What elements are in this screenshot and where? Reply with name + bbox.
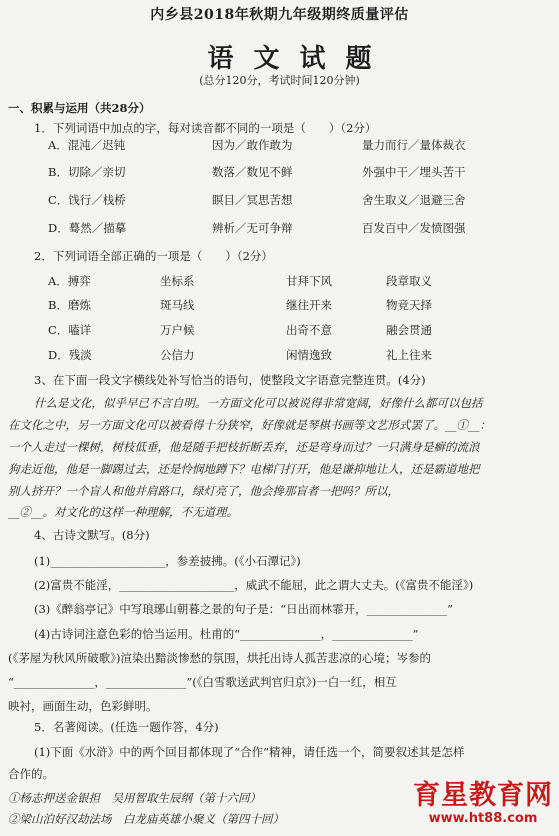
passage-line: 什么是文化，似乎早已不言自明。一方面文化可以被说得非常宽阔，好像什么都可以包括 bbox=[34, 396, 483, 410]
question-1-prompt: 1．下列词语中加点的字，每对读音都不同的一项是（ ）（2分） bbox=[34, 121, 377, 135]
q1-option-d-col2: 辨析／无可争辩 bbox=[212, 221, 293, 235]
question-2-prompt: 2．下列词语全部正确的一项是（ ）（2分） bbox=[34, 249, 273, 263]
exam-subtitle: (总分120分，考试时间120分钟) bbox=[199, 74, 360, 87]
recitation-line: 映衬，画面生动，色彩鲜明。 bbox=[8, 699, 158, 713]
q1-option-d-col1: D．蓦然／描摹 bbox=[48, 221, 127, 235]
q2-option-b-col2: 斑马线 bbox=[160, 298, 195, 312]
q1-option-c-col1: C．饯行／栈桥 bbox=[48, 193, 126, 207]
recitation-line: “______________，______________”(《白雪歌送武判官归京》)一白一红，相互 bbox=[8, 675, 397, 689]
question-4-prompt: 4、古诗文默写。(8分) bbox=[34, 528, 150, 542]
q1-option-a-col1: A．混沌／迟钝 bbox=[48, 138, 126, 152]
q2-option-d-col4: 礼上往来 bbox=[386, 348, 432, 362]
question-3-prompt: 3、在下面一段文字横线处补写恰当的语句，使整段文字语意完整连贯。(4分) bbox=[34, 373, 426, 387]
recitation-line: (《茅屋为秋风所破歌》)渲染出黯淡惨愁的氛围，烘托出诗人孤苦悲凉的心境；岑参的 bbox=[8, 651, 431, 665]
q1-option-c-col3: 舍生取义／退避三舍 bbox=[362, 193, 466, 207]
question-5-option: ①杨志押送金银担 吴用智取生辰纲（第十六回） bbox=[8, 791, 261, 805]
question-5-line: (1)下面《水浒》中的两个回目都体现了“合作”精神，请任选一个，简要叙述其是怎样 bbox=[34, 745, 465, 759]
question-5-option: ②梁山泊好汉劫法场 白龙庙英雄小聚义（第四十回） bbox=[8, 812, 284, 826]
q2-option-d-col1: D．残淡 bbox=[48, 348, 92, 362]
watermark-logo bbox=[413, 781, 553, 826]
q2-option-a-col4: 段章取义 bbox=[386, 274, 432, 288]
passage-line: __②__。对文化的这样一种理解，不无道理。 bbox=[8, 505, 238, 519]
q2-option-c-col1: C．嗑详 bbox=[48, 323, 92, 337]
q2-option-b-col1: B．磨炼 bbox=[48, 298, 91, 312]
q1-option-c-col2: 瞑目／冥思苦想 bbox=[212, 193, 293, 207]
q2-option-c-col2: 万户候 bbox=[160, 323, 195, 337]
q2-option-d-col2: 公信力 bbox=[160, 348, 195, 362]
q1-option-d-col3: 百发百中／发愤图强 bbox=[362, 221, 466, 235]
passage-line: 一个人走过一棵树，树枝低垂，他是随手把枝折断丢弃，还是弯身而过？一只满身是癣的流浪 bbox=[8, 440, 480, 454]
q1-option-a-col2: 因为／敢作敢为 bbox=[212, 138, 293, 152]
page-title: 语文试题 bbox=[207, 44, 392, 74]
question-5-prompt: 5．名著阅读。(任选一题作答，4分) bbox=[34, 720, 219, 734]
recitation-line: (3)《醉翁亭记》中写琅琊山朝暮之景的句子是：“日出而林霏开，______________” bbox=[34, 602, 454, 616]
q2-option-a-col2: 坐标系 bbox=[160, 274, 195, 288]
recitation-line: (2)富贵不能淫，____________________，威武不能屈，此之谓大丈夫。(《富贵不能淫》) bbox=[34, 578, 474, 592]
recitation-line: (1)____________________，参差披拂。(《小石潭记》) bbox=[34, 554, 301, 568]
q1-option-b-col2: 数落／数见不鲜 bbox=[212, 165, 293, 179]
section-heading: 一、积累与运用（共28分） bbox=[8, 101, 151, 115]
q2-option-a-col3: 甘拜下风 bbox=[286, 274, 332, 288]
passage-line: 狗走近他，他是一脚踢过去，还是怜悯地蹲下？电梯门打开，他是谦抑地让人，还是霸道地把 bbox=[8, 462, 480, 476]
recitation-line: (4)古诗词注意色彩的恰当运用。杜甫的“______________，______________” bbox=[34, 627, 419, 641]
passage-line: 在文化之中，另一方面文化可以被看得十分狭窄，好像就是琴棋书画等文艺形式罢了。__①__： bbox=[8, 418, 491, 432]
watermark-url: www.ht88.com bbox=[428, 811, 538, 826]
q2-option-b-col3: 继往开来 bbox=[286, 298, 332, 312]
watermark-brand: 育星教育网 bbox=[413, 780, 553, 811]
question-5-line: 合作的。 bbox=[8, 767, 54, 781]
q2-option-c-col4: 融会贯通 bbox=[386, 323, 432, 337]
q2-option-b-col4: 物竞天择 bbox=[386, 298, 432, 312]
q2-option-c-col3: 出奇不意 bbox=[286, 323, 332, 337]
q1-option-b-col3: 外强中干／埋头苦干 bbox=[362, 165, 466, 179]
exam-name: 内乡县2018年秋期九年级期终质量评估 bbox=[150, 7, 409, 23]
q1-option-b-col1: B．切除／亲切 bbox=[48, 165, 126, 179]
q2-option-d-col3: 闲情逸致 bbox=[286, 348, 332, 362]
q1-option-a-col3: 量力而行／量体裁衣 bbox=[362, 138, 466, 152]
passage-line: 别人挤开？一个盲人和他并肩路口，绿灯亮了，他会搀那盲者一把吗？所以， bbox=[8, 484, 399, 498]
q2-option-a-col1: A．搏弈 bbox=[48, 274, 91, 288]
